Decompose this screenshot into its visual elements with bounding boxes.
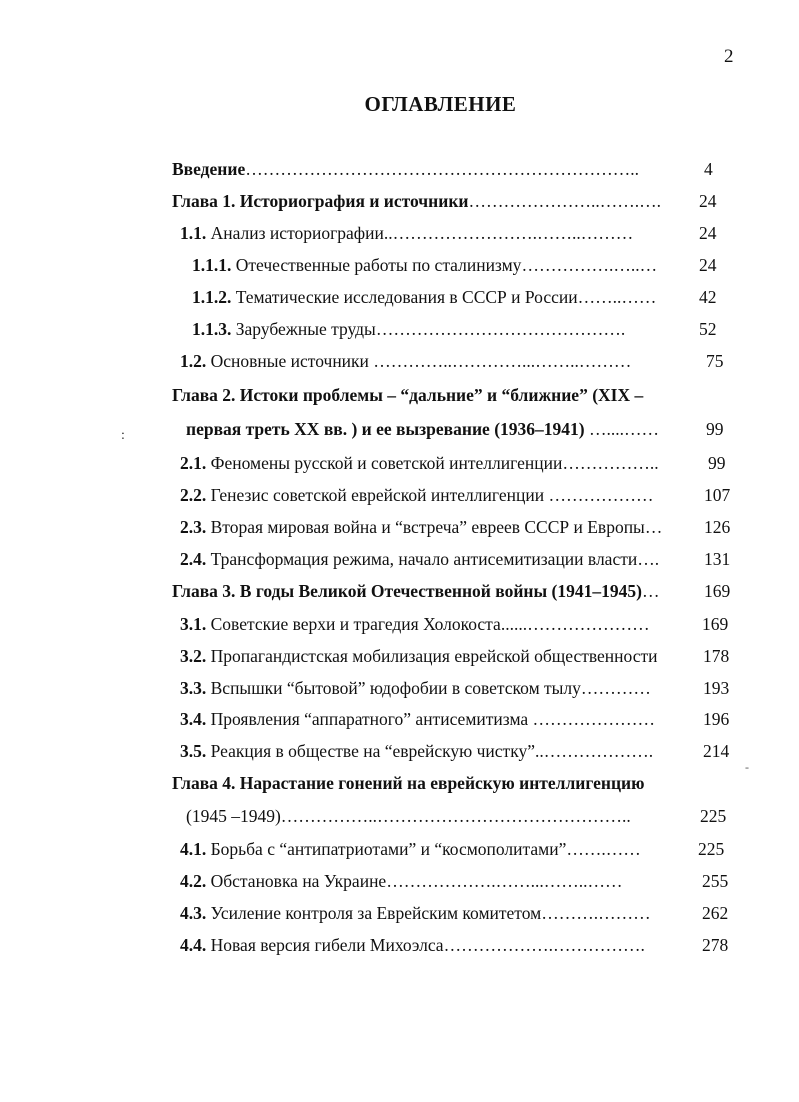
margin-mark: - bbox=[745, 760, 749, 774]
toc-entry: Глава 1. Историография и источники…………………..…….…. 24 bbox=[172, 191, 717, 211]
toc-entry: первая треть XX вв. ) и ее вызревание (1936–1941) …....…… 99 bbox=[186, 419, 724, 439]
toc-entry: 3.5. Реакция в обществе на “еврейскую чистку”..………………. 214 bbox=[180, 741, 730, 761]
toc-entry: 2.4. Трансформация режима, начало антисемитизации власти…. 131 bbox=[180, 549, 731, 569]
toc-entry: 1.1.2. Тематические исследования в СССР и России……..…… 42 bbox=[192, 287, 717, 307]
toc-entry: Глава 4. Нарастание гонений на еврейскую интеллигенцию bbox=[172, 773, 645, 793]
toc-entry: 2.2. Генезис советской еврейской интеллигенции ……………… 107 bbox=[180, 485, 731, 505]
toc-entry: 1.1.3. Зарубежные труды……………………………………. 52 bbox=[192, 319, 717, 339]
toc-entry: Введение………………………………………………………….. 4 bbox=[172, 159, 713, 179]
margin-mark: : bbox=[121, 428, 125, 443]
toc-entry: 2.1. Феномены русской и советской интеллигенции…………….. 99 bbox=[180, 453, 726, 473]
toc-entry: 3.4. Проявления “аппаратного” антисемитизма ………………… 196 bbox=[180, 709, 730, 729]
toc-entry: 4.3. Усиление контроля за Еврейским комитетом……….……… 262 bbox=[180, 903, 729, 923]
toc-entry: 3.3. Вспышки “бытовой” юдофобии в советском тылу………… 193 bbox=[180, 678, 730, 698]
page-number: 2 bbox=[724, 46, 734, 67]
toc-entry: 2.3. Вторая мировая война и “встреча” евреев СССР и Европы… 126 bbox=[180, 517, 731, 537]
toc-entry: Глава 2. Истоки проблемы – “дальние” и “ближние” (XIX – bbox=[172, 385, 644, 405]
toc-entry: 1.2. Основные источники …………..…………...……..……… 75 bbox=[180, 351, 724, 371]
toc-entry: (1945 –1949)……………..…………………………………….. 225 bbox=[186, 806, 727, 826]
toc-entry: 3.1. Советские верхи и трагедия Холокоста......………………… 169 bbox=[180, 614, 729, 634]
toc-entry: Глава 3. В годы Великой Отечественной войны (1941–1945)… 169 bbox=[172, 581, 731, 601]
toc-entry: 4.4. Новая версия гибели Михоэлса……………….……………. 278 bbox=[180, 935, 729, 955]
toc-entry: 1.1. Анализ историографии..…………………….……..……… 24 bbox=[180, 223, 717, 243]
toc-entry: 3.2. Пропагандистская мобилизация еврейской общественности 178 bbox=[180, 646, 730, 666]
toc-entry: 1.1.1. Отечественные работы по сталинизму…………….…..… 24 bbox=[192, 255, 717, 275]
toc-entry: 4.1. Борьба с “антипатриотами” и “космополитами”…….…… 225 bbox=[180, 839, 725, 859]
page-title: ОГЛАВЛЕНИЕ bbox=[364, 92, 517, 116]
toc-entry: 4.2. Обстановка на Украине……………….……...……..…… 255 bbox=[180, 871, 729, 891]
